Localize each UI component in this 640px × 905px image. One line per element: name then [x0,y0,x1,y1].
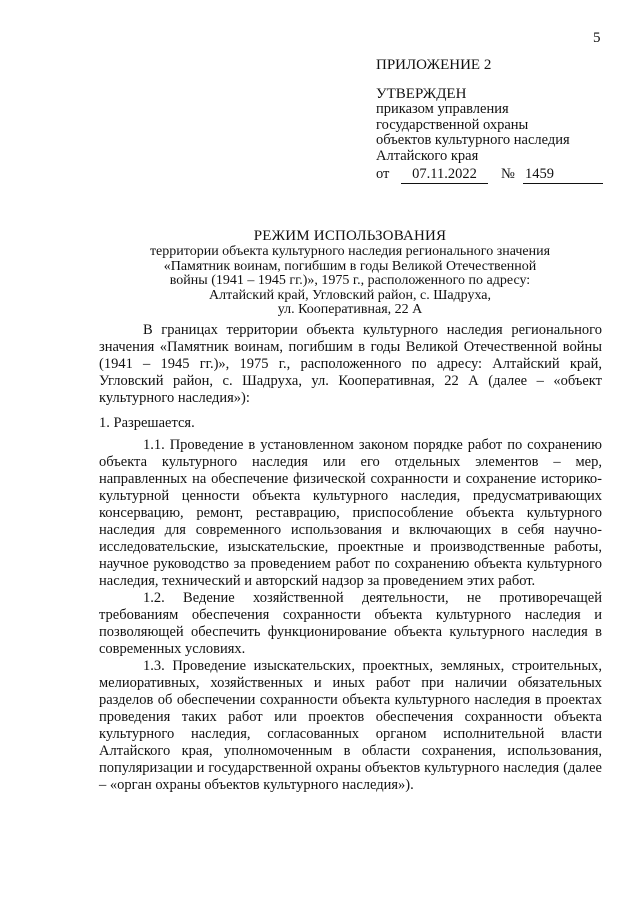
approval-line: приказом управления [376,101,509,117]
approval-line: объектов культурного наследия [376,132,570,148]
order-number: 1459 [523,167,603,184]
intro-paragraph: В границах территории объекта культурного наследия регионального значения «Памятник воинам, погибшим в годы Великой Отечественной войны (1941 – 1945 гг.)», 1975 г., расположенного по адресу: Алтайский край, Угловский район, с. Шадруха, ул. Кооперативная, 22 А (далее – «объект культурного наследия»): [99,322,602,406]
approval-line: Алтайского края [376,147,479,164]
from-label: от [376,166,390,182]
document-body [99,322,602,794]
order-signature-line [376,167,626,185]
title-line: войны (1941 – 1945 гг.)», 1975 г., расположенного по адресу: [169,273,531,288]
title-line: Алтайский край, Угловский район, с. Шадруха, [208,287,492,303]
approval-block [376,58,626,185]
page-number: 5 [593,30,601,46]
title-line: ул. Кооперативная, 22 А [277,302,423,317]
approved-label: УТВЕРЖДЕН [376,85,467,102]
title-line: «Памятник воинам, погибшим в годы Великой Отечественной [163,258,537,274]
item-paragraph: 1.3. Проведение изыскательских, проектных, земляных, строительных, мелиоративных, хозяйственных и иных работ при наличии обязательных разделов об обеспечении сохранности объекта культурного наследия в проектах проведения таких работ или проектов обеспечения сохранности объекта культурного наследия, согласованных органом исполнительной власти Алтайского края, уполномоченным в области сохранения, использования, популяризации и государственной охраны объектов культурного наследия (далее – «орган охраны объектов культурного наследия»). [99,658,602,793]
title-line: территории объекта культурного наследия регионального значения [149,244,551,259]
item-paragraph: 1.1. Проведение в установленном законом порядке работ по сохранению объекта культурного наследия или его отдельных элементов – мер, направленных на обеспечение физической сохранности и сохранение историко-культурной ценности объекта культурного наследия, предусматривающих консервацию, ремонт, реставрацию, приспособление объекта культурного наследия для современного использования и включающих в себя научно-исследовательские, изыскательские, проектные и производственные работы, научное руководство за проведением работ по сохранению объекта культурного наследия, технический и авторский надзор за проведением этих работ. [99,437,602,589]
title-main: РЕЖИМ ИСПОЛЬЗОВАНИЯ [253,228,447,244]
document-title [80,228,620,318]
approval-line: государственной охраны [376,116,529,133]
number-sign: № [501,166,515,182]
item-paragraph: 1.2. Ведение хозяйственной деятельности, не противоречащей требованиям обеспечения сохранности объекта культурного наследия и позволяющей обеспечить функционирование объекта культурного наследия в современных условиях. [99,590,602,657]
section-heading: 1. Разрешается. [99,415,195,431]
appendix-label: ПРИЛОЖЕНИЕ 2 [376,57,492,73]
order-date: 07.11.2022 [401,167,488,184]
